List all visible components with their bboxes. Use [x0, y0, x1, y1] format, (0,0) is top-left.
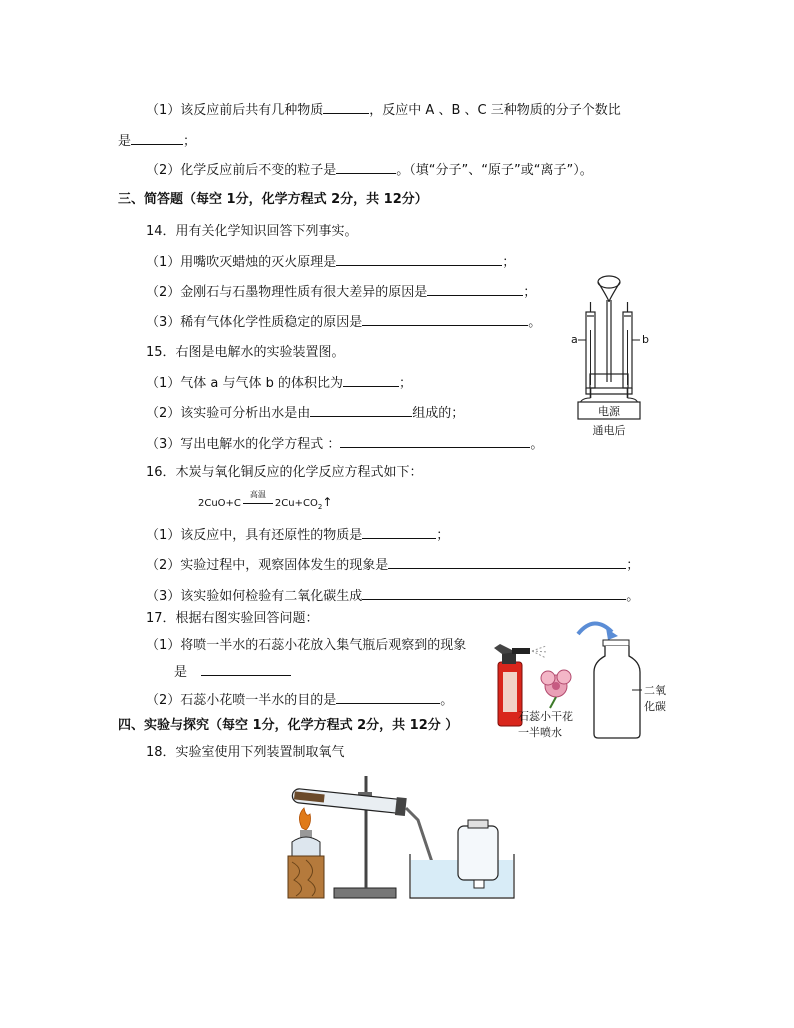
- section-4-title: 四、实验与探究（每空 1分，化学方程式 2分，共 12分 ）: [118, 718, 459, 733]
- electrolysis-apparatus-figure: [566, 270, 666, 440]
- q18-stem: 18．实验室使用下列装置制取氧气: [146, 745, 345, 760]
- q14-part3: （3）稀有气体化学性质稳定的原因是 。: [146, 315, 542, 330]
- q16-part1: （1）该反应中，具有还原性的物质是 ；: [146, 528, 450, 543]
- q15-stem: 15．右图是电解水的实验装置图。: [146, 345, 345, 360]
- figure-caption: 通电后: [592, 424, 626, 437]
- q16-stem: 16．木炭与氧化铜反应的化学反应方程式如下：: [146, 465, 423, 480]
- q15-part3: （3）写出电解水的化学方程式 ： 。: [146, 437, 544, 452]
- answer-blank[interactable]: [362, 313, 528, 326]
- flower-label-1: 石蕊小干花: [518, 710, 573, 723]
- q17-part2: （2）石蕊小花喷一半水的目的是 。: [146, 693, 454, 708]
- answer-blank[interactable]: [427, 283, 523, 296]
- answer-blank[interactable]: [362, 587, 626, 600]
- q14-stem: 14．用有关化学知识回答下列事实。: [146, 224, 358, 239]
- flower-label-2: 一半喷水: [518, 726, 562, 739]
- q13-part1: （1）该反应前后共有几种物质 ，反应中 A 、B 、C 三种物质的分子个数比: [146, 103, 621, 118]
- reaction-equation: 2CuO+C 高温 $2Cu+CO_2↑$: [198, 490, 333, 511]
- label-a: a: [571, 333, 578, 346]
- q17-part1-cont: 是: [174, 663, 291, 682]
- litmus-flower-experiment-figure: [490, 612, 680, 744]
- q17-stem: 17．根据右图实验回答问题：: [146, 611, 319, 626]
- q14-part1: （1）用嘴吹灭蜡烛的灭火原理是 ；: [146, 255, 516, 270]
- answer-blank[interactable]: [310, 404, 412, 417]
- reaction-condition: 高温: [241, 495, 275, 513]
- answer-blank[interactable]: [336, 691, 440, 704]
- answer-blank[interactable]: [336, 253, 502, 266]
- q14-part2: （2）金刚石与石墨物理性质有很大差异的原因是 ；: [146, 285, 537, 300]
- jar-label-1: 二氧: [644, 684, 666, 697]
- answer-blank[interactable]: [323, 101, 369, 114]
- answer-blank[interactable]: [362, 526, 436, 539]
- answer-blank[interactable]: [388, 556, 626, 569]
- section-3-title: 三、简答题（每空 1分，化学方程式 2分，共 12分）: [118, 192, 428, 207]
- q17-part1: （1）将喷一半水的石蕊小花放入集气瓶后观察到的现象: [146, 638, 467, 653]
- answer-blank[interactable]: [343, 374, 399, 387]
- power-supply-label: 电源: [598, 405, 620, 418]
- jar-label-2: 化碳: [644, 700, 666, 713]
- q15-part2: （2）该实验可分析出水是由 组成的；: [146, 406, 465, 421]
- q16-part2: （2）实验过程中，观察固体发生的现象是 ；: [146, 558, 640, 573]
- q13-part1-cont: 是 ；: [118, 134, 197, 149]
- answer-blank[interactable]: [201, 663, 291, 676]
- q15-part1: （1）气体 a 与气体 b 的体积比为 ；: [146, 376, 413, 391]
- q13-part2: （2）化学反应前后不变的粒子是 。（填“分子”、“原子”或“离子”）。: [146, 163, 593, 178]
- answer-blank[interactable]: [131, 132, 183, 145]
- oxygen-preparation-apparatus-figure: [278, 770, 518, 906]
- answer-blank[interactable]: [340, 435, 530, 448]
- q16-part3: （3）该实验如何检验有二氧化碳生成 。: [146, 589, 640, 604]
- label-b: b: [642, 333, 649, 346]
- answer-blank[interactable]: [336, 161, 396, 174]
